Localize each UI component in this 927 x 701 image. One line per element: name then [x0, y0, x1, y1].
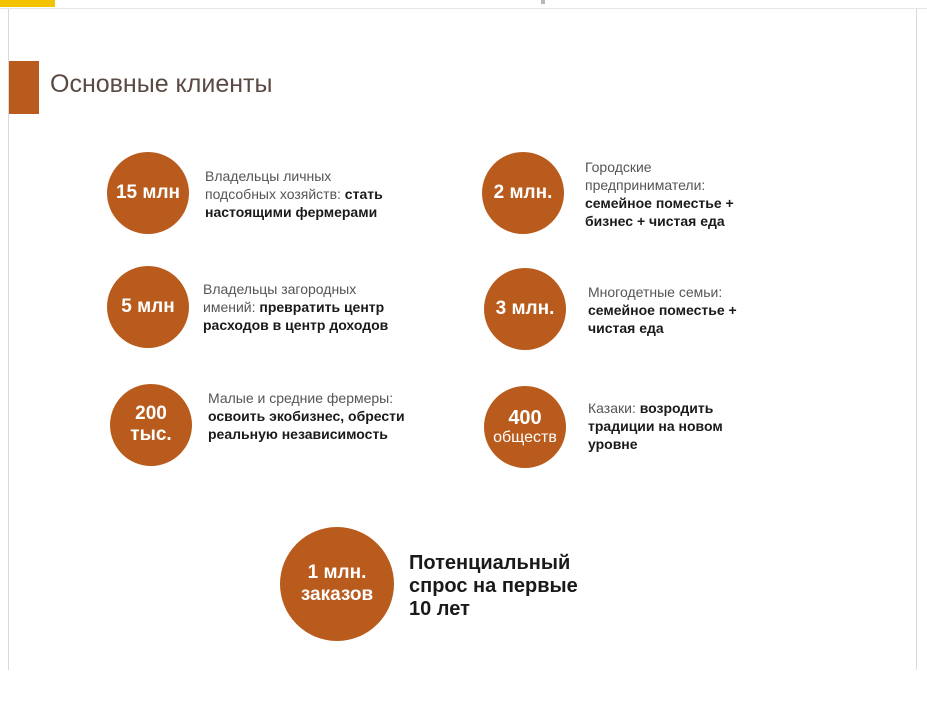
client-badge-label: 3 млн.: [495, 297, 555, 319]
client-badge-200k: [110, 384, 192, 466]
slide-title: Основные клиенты: [50, 70, 273, 98]
client-description-goal: освоить экобизнес, обрести реальную независимость: [208, 408, 405, 442]
client-description-goal: стать настоящими фермерами: [205, 186, 383, 220]
client-description-goal: семейное поместье + чистая еда: [588, 302, 737, 336]
client-badge-2mln: [482, 152, 564, 234]
client-badge-stack: [493, 407, 557, 447]
client-description-1: [205, 167, 405, 221]
client-description-6: [588, 399, 753, 453]
client-description-lead: Казаки:: [588, 400, 640, 416]
client-description-lead: Городские предприниматели:: [585, 159, 706, 193]
client-description-goal: превратить центр расходов в центр доходов: [203, 299, 389, 333]
client-badge-unit: обществ: [493, 429, 557, 447]
summary-badge: [280, 527, 394, 641]
top-marker: [541, 0, 545, 4]
top-tab-indicator[interactable]: [0, 0, 55, 7]
client-description-lead: Малые и средние фермеры:: [208, 390, 394, 406]
client-badge-number: 400: [508, 407, 542, 430]
client-badge-label: 15 млн: [115, 181, 180, 203]
summary-text: Потенциальный спрос на первые 10 лет: [409, 552, 578, 620]
client-badge-15mln: [107, 152, 189, 234]
presentation-slide: [8, 9, 917, 670]
client-badge-label: 5 млн: [121, 295, 175, 317]
top-toolbar-strip: [0, 0, 927, 9]
client-description-5: [588, 283, 763, 337]
client-description-goal: семейное поместье + бизнес + чистая еда: [585, 195, 734, 229]
summary-badge-label: 1 млн. заказов: [300, 562, 374, 605]
client-description-goal: возродить традиции на новом уровне: [588, 400, 723, 452]
client-description-3: [208, 389, 413, 443]
client-badge-label: 200 тыс.: [130, 403, 172, 445]
client-badge-5mln: [107, 266, 189, 348]
client-description-lead: Владельцы загородных имений:: [203, 281, 357, 315]
client-badge-3mln: [484, 268, 566, 350]
client-badge-400: [484, 386, 566, 468]
client-description-4: [585, 158, 760, 230]
title-accent-bar: [9, 61, 39, 114]
client-description-lead: Владельцы личных подсобных хозяйств:: [205, 168, 345, 202]
client-badge-label: 2 млн.: [493, 181, 553, 203]
client-description-lead: Многодетные семьи:: [588, 284, 723, 300]
client-description-2: [203, 280, 408, 334]
